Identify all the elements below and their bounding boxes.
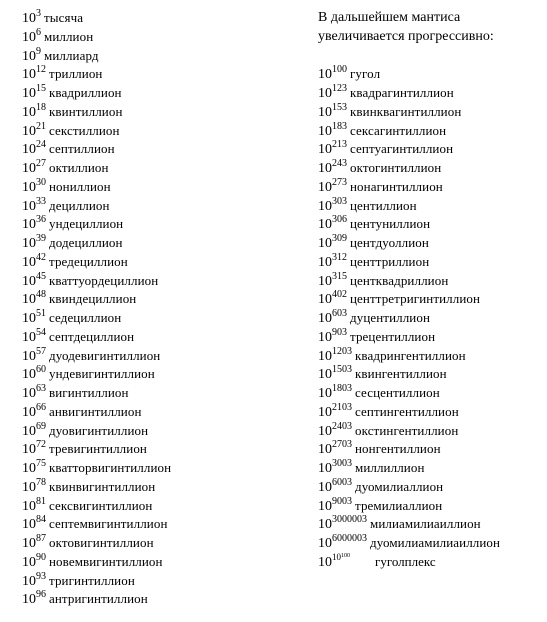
number-name: центуниллион xyxy=(350,216,431,232)
power-base: 10 xyxy=(318,104,332,120)
number-name: септингентиллион xyxy=(355,403,459,419)
power-exponent: 81 xyxy=(36,495,46,507)
power-base: 10 xyxy=(22,292,36,308)
power-base: 10 xyxy=(22,48,36,64)
number-name: седециллион xyxy=(49,310,122,325)
number-row xyxy=(318,234,544,253)
power-base: 10 xyxy=(22,479,36,495)
number-name: сесцентиллион xyxy=(355,385,440,400)
number-name: септемвигинтиллион xyxy=(49,516,168,532)
power-base: 10 xyxy=(318,517,332,533)
power-exponent: 123 xyxy=(332,83,347,94)
power-exponent: 24 xyxy=(36,139,46,151)
number-name: центтриллион xyxy=(350,253,430,269)
power-base: 10 xyxy=(318,254,332,270)
number-name: дуомилиамилиаиллион xyxy=(370,535,501,550)
power-base: 10 xyxy=(318,179,332,195)
number-row xyxy=(22,103,292,122)
power-exponent: 309 xyxy=(332,233,347,244)
power-exponent: 57 xyxy=(36,345,46,357)
number-row xyxy=(22,253,292,272)
power-exponent: 39 xyxy=(36,233,46,244)
number-row xyxy=(318,65,544,84)
number-row xyxy=(22,122,292,141)
power-base: 10 xyxy=(22,442,36,458)
power-base: 10 xyxy=(22,86,36,101)
power-base: 10 xyxy=(22,592,36,608)
power-exponent-base: 10 xyxy=(332,551,341,562)
number-name: тремилиаллион xyxy=(355,497,443,513)
number-name: дециллион xyxy=(49,197,110,213)
number-row xyxy=(318,215,544,234)
number-row xyxy=(318,122,544,141)
number-row xyxy=(318,328,544,347)
power-exponent: 903 xyxy=(332,326,347,338)
spacer xyxy=(318,47,544,66)
power-exponent: 3 xyxy=(36,8,41,19)
power-base: 10 xyxy=(22,179,36,195)
number-name: нониллион xyxy=(49,178,111,194)
number-row xyxy=(22,215,292,234)
number-row xyxy=(318,290,544,309)
power-exponent: 36 xyxy=(36,214,46,226)
number-name: септуагинтиллион xyxy=(350,141,454,157)
number-row xyxy=(318,534,544,553)
power-base: 10 xyxy=(318,67,332,83)
power-exponent: 12 xyxy=(36,64,46,76)
number-row xyxy=(318,84,544,103)
number-row xyxy=(318,309,544,328)
power-base: 10 xyxy=(22,348,36,364)
power-exponent: 96 xyxy=(36,589,46,601)
number-name: тревигинтиллион xyxy=(49,441,147,457)
number-name: септиллион xyxy=(49,141,115,157)
number-row xyxy=(22,478,292,497)
power-base: 10 xyxy=(318,536,332,551)
number-row xyxy=(22,234,292,253)
power-exponent: 54 xyxy=(36,326,46,338)
power-exponent: 15 xyxy=(36,83,46,94)
power-base: 10 xyxy=(318,442,332,458)
power-exponent: 6003 xyxy=(332,476,352,488)
number-name: нонагинтиллион xyxy=(350,178,443,194)
number-row xyxy=(22,459,292,478)
left-column xyxy=(22,9,292,609)
power-exponent: 6000003 xyxy=(332,533,367,544)
power-base: 10 xyxy=(22,367,36,383)
power-base: 10 xyxy=(318,348,332,364)
number-name: секстиллион xyxy=(49,122,120,138)
power-base: 10 xyxy=(318,292,332,308)
power-base: 10 xyxy=(318,386,332,401)
number-name: дуовигинтиллион xyxy=(49,422,149,438)
power-exponent: 2703 xyxy=(332,439,352,451)
power-exponent: 3000003 xyxy=(332,514,367,526)
number-name: центквадриллион xyxy=(350,272,449,288)
power-base: 10 xyxy=(318,123,332,139)
power-base: 10 xyxy=(22,161,36,176)
power-exponent: 30 xyxy=(36,176,46,188)
power-base: 10 xyxy=(22,67,36,83)
power-base: 10 xyxy=(22,217,36,233)
number-name: тредециллион xyxy=(49,253,128,269)
power-exponent: 84 xyxy=(36,514,46,526)
number-name: дуцентиллион xyxy=(350,310,431,325)
power-base: 10 xyxy=(318,142,332,158)
power-exponent: 18 xyxy=(36,101,46,113)
number-name: дуомилиаллион xyxy=(355,478,444,494)
power-base: 10 xyxy=(318,479,332,495)
power-exponent: 87 xyxy=(36,533,46,544)
power-exponent: 303 xyxy=(332,195,347,207)
number-name: анвигинтиллион xyxy=(49,403,142,419)
power-exponent: 243 xyxy=(332,158,347,169)
number-row xyxy=(22,515,292,534)
power-exponent: 75 xyxy=(36,458,46,469)
number-row xyxy=(22,422,292,441)
power-exponent: 33 xyxy=(36,195,46,207)
number-row xyxy=(22,403,292,422)
power-exponent: 9003 xyxy=(332,495,352,507)
power-exponent: 42 xyxy=(36,251,46,263)
number-row xyxy=(22,347,292,366)
number-name: вигинтиллион xyxy=(49,385,129,400)
number-row xyxy=(22,328,292,347)
number-row xyxy=(22,9,292,28)
number-row xyxy=(22,178,292,197)
power-base: 10 xyxy=(318,161,332,176)
number-name: октиллион xyxy=(49,160,109,175)
power-base: 10 xyxy=(22,29,36,45)
number-row xyxy=(22,140,292,159)
number-name: октогинтиллион xyxy=(350,160,442,175)
power-exponent: 2403 xyxy=(332,420,352,432)
power-base: 10 xyxy=(318,86,332,101)
power-exponent: 183 xyxy=(332,120,347,132)
power-base: 10 xyxy=(318,554,332,570)
number-row xyxy=(22,197,292,216)
number-name: центтретригинтиллион xyxy=(350,291,481,307)
number-row xyxy=(22,84,292,103)
number-row xyxy=(318,140,544,159)
power-base: 10 xyxy=(22,573,36,589)
power-exponent: 213 xyxy=(332,139,347,151)
power-base: 10 xyxy=(318,404,332,420)
number-name: квадрагинтиллион xyxy=(350,85,454,100)
power-base: 10 xyxy=(22,536,36,551)
power-exponent: 402 xyxy=(332,289,347,301)
power-base: 10 xyxy=(318,217,332,233)
number-row xyxy=(318,197,544,216)
number-name: дуодевигинтиллион xyxy=(49,347,161,363)
number-name: миллиард xyxy=(44,47,99,63)
power-base: 10 xyxy=(22,517,36,533)
power-exponent: 93 xyxy=(36,570,46,582)
power-base: 10 xyxy=(22,254,36,270)
number-row xyxy=(22,384,292,403)
number-name: кватторвигинтиллион xyxy=(49,460,172,475)
number-row xyxy=(318,459,544,478)
power-exponent: 78 xyxy=(36,476,46,488)
power-exponent: 90 xyxy=(36,551,46,563)
number-name: квингентиллион xyxy=(355,366,447,382)
number-row xyxy=(22,47,292,66)
power-exponent: 603 xyxy=(332,308,347,319)
number-name: гугол xyxy=(350,66,381,82)
power-base: 10 xyxy=(22,198,36,214)
power-base: 10 xyxy=(318,198,332,214)
power-base: 10 xyxy=(22,386,36,401)
number-name: додециллион xyxy=(49,235,123,250)
number-row xyxy=(22,159,292,178)
power-base: 10 xyxy=(318,498,332,514)
power-base: 10 xyxy=(318,236,332,251)
right-list xyxy=(318,65,544,553)
power-base: 10 xyxy=(22,329,36,345)
number-row xyxy=(22,534,292,553)
power-base: 10 xyxy=(22,311,36,326)
number-row xyxy=(22,440,292,459)
number-name: окстингентиллион xyxy=(355,422,459,438)
number-row xyxy=(22,28,292,47)
power-exponent: 6 xyxy=(36,26,41,38)
number-name: антригинтиллион xyxy=(49,591,148,607)
power-base: 10 xyxy=(22,461,36,476)
number-name: квинквагинтиллион xyxy=(350,103,462,119)
number-name: септдециллион xyxy=(49,328,135,344)
power-exponent: 273 xyxy=(332,176,347,188)
power-base: 10 xyxy=(318,461,332,476)
power-base: 10 xyxy=(22,11,36,26)
number-row xyxy=(318,178,544,197)
power-exponent: 72 xyxy=(36,439,46,451)
number-row xyxy=(22,365,292,384)
number-name: кваттуордециллион xyxy=(49,272,159,288)
power-exponent-exponent: 100 xyxy=(341,552,350,559)
number-row xyxy=(318,365,544,384)
number-row xyxy=(22,590,292,609)
number-name: квинтиллион xyxy=(49,103,123,119)
power-exponent: 312 xyxy=(332,251,347,263)
number-name: миллиллион xyxy=(355,460,425,475)
number-row xyxy=(318,478,544,497)
number-row xyxy=(22,65,292,84)
number-row xyxy=(22,272,292,291)
power-exponent: 2103 xyxy=(332,401,352,413)
power-exponent: 3003 xyxy=(332,458,352,469)
power-exponent: 66 xyxy=(36,401,46,413)
power-exponent: 100 xyxy=(332,64,347,76)
number-name: гуголплекс xyxy=(375,553,436,569)
number-name: октовигинтиллион xyxy=(49,535,154,550)
right-column xyxy=(318,9,544,572)
number-row xyxy=(318,515,544,534)
number-name: квинвигинтиллион xyxy=(49,478,156,494)
number-row xyxy=(318,253,544,272)
number-row xyxy=(22,290,292,309)
number-name: сексагинтиллион xyxy=(350,122,447,138)
number-name: новемвигинтиллион xyxy=(49,553,163,569)
power-exponent: 27 xyxy=(36,158,46,169)
number-row xyxy=(318,384,544,403)
number-name: квадриллион xyxy=(49,85,122,100)
power-exponent: 9 xyxy=(36,45,41,57)
number-row xyxy=(318,347,544,366)
power-exponent: 45 xyxy=(36,270,46,282)
power-base: 10 xyxy=(318,273,332,289)
number-name: ундециллион xyxy=(49,216,124,232)
number-row xyxy=(22,553,292,572)
number-name: трецентиллион xyxy=(350,328,436,344)
power-base: 10 xyxy=(22,554,36,570)
googolplex-row xyxy=(318,553,544,572)
power-base: 10 xyxy=(22,273,36,289)
power-exponent: 51 xyxy=(36,308,46,319)
power-base: 10 xyxy=(318,423,332,439)
power-base: 10 xyxy=(22,104,36,120)
number-name: тысяча xyxy=(44,10,84,25)
number-name: тригинтиллион xyxy=(49,572,135,588)
number-row xyxy=(318,422,544,441)
power-exponent: 153 xyxy=(332,101,347,113)
number-row xyxy=(22,572,292,591)
power-exponent: 63 xyxy=(36,383,46,394)
number-name: милиамилиаиллион xyxy=(370,516,481,532)
power-exponent: 21 xyxy=(36,120,46,132)
number-row xyxy=(318,497,544,516)
number-row xyxy=(22,309,292,328)
power-base: 10 xyxy=(318,311,332,326)
power-exponent: 306 xyxy=(332,214,347,226)
number-name: триллион xyxy=(49,66,103,82)
power-base: 10 xyxy=(22,236,36,251)
power-exponent: 1203 xyxy=(332,345,352,357)
number-row xyxy=(318,440,544,459)
power-exponent: 315 xyxy=(332,270,347,282)
power-base: 10 xyxy=(22,404,36,420)
power-exponent: 1503 xyxy=(332,364,352,376)
power-base: 10 xyxy=(22,123,36,139)
number-name: квадрингентиллион xyxy=(355,347,466,363)
power-base: 10 xyxy=(318,367,332,383)
number-row xyxy=(318,272,544,291)
intro-line-1: В дальшейшем мантиса xyxy=(318,10,461,25)
power-base: 10 xyxy=(22,498,36,514)
intro-line-2: увеличивается прогрессивно: xyxy=(318,28,494,44)
power-base: 10 xyxy=(22,142,36,158)
power-exponent: 48 xyxy=(36,289,46,301)
power-exponent: 1803 xyxy=(332,383,352,394)
number-name: нонгентиллион xyxy=(355,441,441,457)
number-name: ундевигинтиллион xyxy=(49,366,155,382)
power-base: 10 xyxy=(318,329,332,345)
power-base: 10 xyxy=(22,423,36,439)
power-exponent: 60 xyxy=(36,364,46,376)
number-row xyxy=(318,103,544,122)
number-name: центдуоллион xyxy=(350,235,429,250)
number-row xyxy=(318,403,544,422)
power-exponent: 69 xyxy=(36,420,46,432)
number-name: сексвигинтиллион xyxy=(49,497,153,513)
number-row xyxy=(318,159,544,178)
number-name: миллион xyxy=(44,28,94,44)
number-name: квиндециллион xyxy=(49,291,137,307)
number-row xyxy=(22,497,292,516)
number-name: центиллион xyxy=(350,197,417,213)
